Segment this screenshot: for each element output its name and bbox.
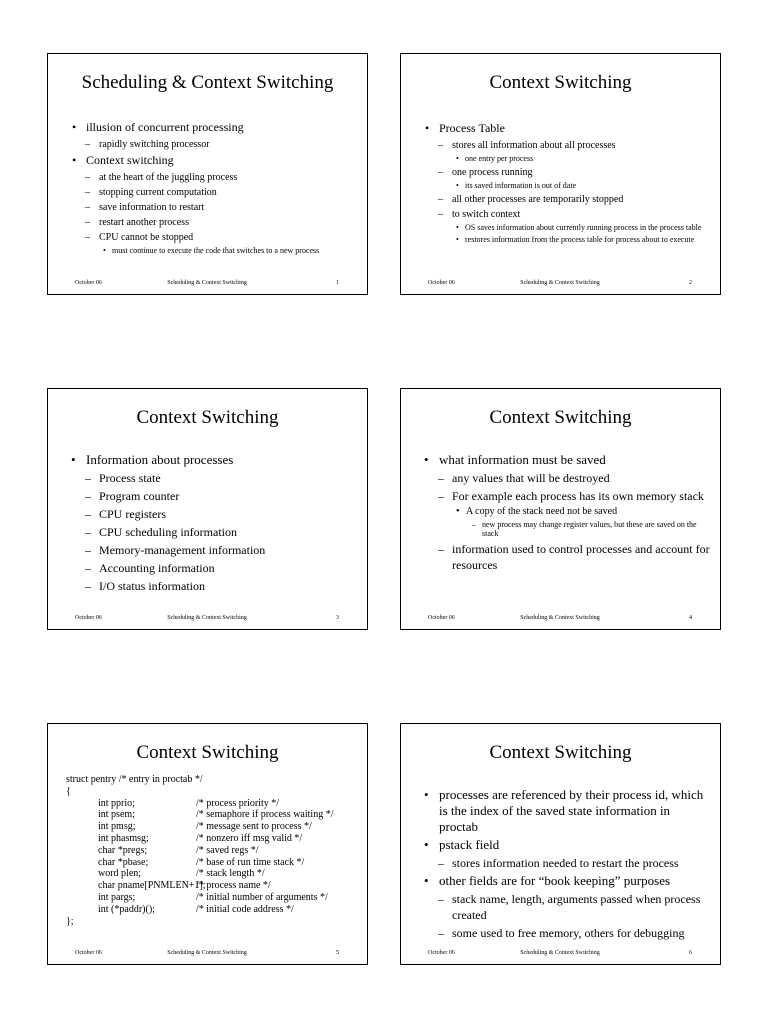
bullet-text: new process may change register values, but these are saved on the stack: [482, 520, 697, 538]
bullet-text: at the heart of the juggling process: [99, 172, 238, 183]
code-text: {: [66, 785, 71, 797]
bullet-text: to switch context: [452, 209, 521, 220]
bullet-text: some used to free memory, others for debugging: [452, 926, 685, 940]
bullet-text: Accounting information: [99, 561, 215, 575]
dash-icon: –: [438, 926, 444, 940]
slide-title: Scheduling & Context Switching: [81, 72, 334, 93]
bullet-text: stores information needed to restart the process: [452, 856, 679, 870]
slide-body: [66, 774, 357, 927]
bullet-text: CPU registers: [99, 507, 166, 521]
bullet-icon: •: [424, 873, 429, 888]
bullet-text: I/O status information: [99, 579, 205, 593]
bullet-item: [66, 231, 357, 244]
dash-icon: –: [438, 542, 444, 556]
dash-icon: –: [85, 139, 90, 150]
bullet-text: all other processes are temporarily stopped: [452, 194, 624, 205]
code-text: char *pbase;: [98, 856, 149, 868]
bullet-text: pstack field: [439, 837, 500, 852]
dash-icon: –: [472, 520, 476, 529]
footer-title: Scheduling & Context Switching: [167, 615, 247, 621]
page-number: 1: [336, 280, 339, 286]
code-line: [66, 833, 357, 845]
bullet-icon: •: [424, 452, 429, 467]
slide-title: Context Switching: [489, 72, 632, 93]
bullet-item: [66, 452, 357, 468]
dash-icon: –: [85, 525, 91, 539]
bullet-item: [419, 223, 710, 233]
bullet-icon: •: [72, 153, 77, 167]
bullet-item: [66, 120, 357, 135]
bullet-text: CPU scheduling information: [99, 525, 237, 539]
bullet-item: [66, 201, 357, 214]
footer-date: October 06: [428, 615, 455, 621]
slide-body: [419, 452, 710, 575]
bullet-text: Context switching: [86, 153, 174, 167]
slide-footer: [428, 278, 692, 288]
slide-body: [66, 452, 357, 596]
bullet-item: [66, 153, 357, 168]
code-line: [66, 916, 357, 928]
slide-1: [47, 53, 368, 295]
bullet-item: [66, 246, 357, 256]
dash-icon: –: [85, 543, 91, 557]
bullet-item: [66, 524, 357, 540]
bullet-text: rapidly switching processor: [99, 139, 210, 150]
bullet-icon: •: [71, 452, 76, 467]
bullet-text: stopping current computation: [99, 187, 217, 198]
page-number: 4: [689, 615, 692, 621]
code-line: [66, 868, 357, 880]
slide-footer: [428, 948, 692, 958]
dash-icon: –: [85, 579, 91, 593]
bullet-icon: •: [103, 246, 106, 255]
slide-body: [419, 121, 710, 247]
bullet-text: Program counter: [99, 489, 180, 503]
slide-footer: [75, 278, 339, 288]
slide-title: Context Switching: [136, 742, 279, 763]
bullet-item: [419, 452, 710, 468]
page-number: 6: [689, 950, 692, 956]
bullet-item: [419, 837, 710, 853]
code-comment: /* process priority */: [196, 797, 280, 809]
footer-title: Scheduling & Context Switching: [520, 615, 600, 621]
bullet-item: [419, 488, 710, 504]
dash-icon: –: [85, 489, 91, 503]
bullet-item: [419, 925, 710, 941]
bullet-item: [419, 235, 710, 245]
bullet-item: [66, 216, 357, 229]
bullet-text: stack name, length, arguments passed when process created: [452, 892, 701, 922]
code-text: struct pentry /* entry in proctab */: [66, 774, 203, 785]
dash-icon: –: [438, 140, 443, 151]
code-line: [66, 774, 357, 786]
dash-icon: –: [85, 507, 91, 521]
bullet-text: Process Table: [439, 121, 505, 135]
slide-2: [400, 53, 721, 295]
bullet-item: [419, 873, 710, 889]
bullet-item: [66, 506, 357, 522]
dash-icon: –: [438, 167, 443, 178]
code-text: int pmsg;: [98, 821, 136, 833]
bullet-text: one entry per process: [465, 154, 534, 163]
bullet-text: illusion of concurrent processing: [86, 120, 244, 134]
code-comment: /* nonzero iff msg valid */: [196, 832, 303, 844]
bullet-text: A copy of the stack need not be saved: [466, 506, 618, 517]
bullet-text: one process running: [452, 167, 533, 178]
code-comment: /* process name */: [196, 880, 271, 892]
slide-title: Context Switching: [489, 742, 632, 763]
slide-title: Context Switching: [489, 407, 632, 428]
slide-body: [66, 120, 357, 258]
code-comment: /* message sent to process */: [196, 821, 312, 833]
dash-icon: –: [438, 892, 444, 906]
bullet-icon: •: [456, 154, 459, 163]
page-number: 5: [336, 950, 339, 956]
slide-title: Context Switching: [136, 407, 279, 428]
code-line: [66, 857, 357, 869]
bullet-icon: •: [72, 120, 77, 134]
slide-footer: [75, 948, 339, 958]
code-comment: /* base of run time stack */: [196, 856, 305, 868]
slide-footer: [75, 613, 339, 623]
bullet-icon: •: [425, 121, 430, 135]
dash-icon: –: [438, 489, 444, 503]
footer-date: October 06: [75, 950, 102, 956]
footer-date: October 06: [75, 615, 102, 621]
slide-body: [419, 787, 710, 943]
bullet-text: CPU cannot be stopped: [99, 232, 194, 243]
bullet-item: [66, 488, 357, 504]
bullet-item: [419, 166, 710, 179]
bullet-item: [66, 578, 357, 594]
bullet-text: any values that will be destroyed: [452, 471, 610, 485]
code-text: int pprio;: [98, 797, 135, 809]
bullet-text: processes are referenced by their process id, which is the index of the saved state information in proctab: [439, 787, 704, 834]
dash-icon: –: [85, 561, 91, 575]
bullet-text: other fields are for “book keeping” purposes: [439, 873, 671, 888]
dash-icon: –: [438, 194, 443, 205]
bullet-item: [419, 541, 710, 573]
code-line: [66, 892, 357, 904]
dash-icon: –: [85, 471, 91, 485]
bullet-icon: •: [424, 837, 429, 852]
bullet-text: For example each process has its own memory stack: [452, 489, 704, 503]
footer-title: Scheduling & Context Switching: [167, 950, 247, 956]
dash-icon: –: [438, 209, 443, 220]
code-line: [66, 904, 357, 916]
bullet-item: [419, 181, 710, 191]
bullet-item: [66, 138, 357, 151]
footer-date: October 06: [428, 950, 455, 956]
bullet-item: [419, 139, 710, 152]
bullet-text: its saved information is out of date: [465, 181, 577, 190]
bullet-icon: •: [456, 181, 459, 190]
code-text: int phasmsg;: [98, 832, 149, 844]
slide-3: [47, 388, 368, 630]
bullet-icon: •: [456, 223, 459, 232]
footer-date: October 06: [75, 280, 102, 286]
slide-footer: [428, 613, 692, 623]
bullet-text: Process state: [99, 471, 161, 485]
dash-icon: –: [85, 172, 90, 183]
bullet-icon: •: [456, 506, 460, 517]
code-comment: /* initial code address */: [196, 903, 294, 915]
bullet-item: [419, 506, 710, 518]
bullet-item: [419, 154, 710, 164]
bullet-icon: •: [424, 787, 429, 802]
bullet-item: [66, 542, 357, 558]
page-number: 2: [689, 280, 692, 286]
code-line: [66, 798, 357, 810]
slide-6: [400, 723, 721, 965]
bullet-text: OS saves information about currently running process in the process table: [465, 223, 702, 232]
code-text: };: [66, 915, 74, 927]
code-comment: /* stack length */: [196, 868, 265, 880]
code-comment: /* semaphore if process waiting */: [196, 809, 334, 821]
bullet-text: restart another process: [99, 217, 189, 228]
code-line: [66, 845, 357, 857]
dash-icon: –: [85, 202, 90, 213]
bullet-item: [419, 470, 710, 486]
bullet-item: [66, 186, 357, 199]
slide-4: [400, 388, 721, 630]
code-text: int psem;: [98, 809, 135, 821]
footer-title: Scheduling & Context Switching: [167, 280, 247, 286]
dash-icon: –: [438, 856, 444, 870]
footer-title: Scheduling & Context Switching: [520, 950, 600, 956]
page-number: 3: [336, 615, 339, 621]
bullet-text: information used to control processes and account for resources: [452, 542, 710, 572]
bullet-icon: •: [456, 235, 459, 244]
bullet-text: Information about processes: [86, 452, 234, 467]
code-line: [66, 809, 357, 821]
bullet-item: [66, 171, 357, 184]
bullet-item: [66, 560, 357, 576]
code-comment: /* saved regs */: [196, 844, 259, 856]
bullet-text: what information must be saved: [439, 452, 606, 467]
dash-icon: –: [438, 471, 444, 485]
code-line: [66, 786, 357, 798]
code-text: word plen;: [98, 868, 142, 880]
code-text: char *pregs;: [98, 844, 148, 856]
dash-icon: –: [85, 217, 90, 228]
code-line: [66, 821, 357, 833]
footer-title: Scheduling & Context Switching: [520, 280, 600, 286]
code-text: int (*paddr)();: [98, 903, 155, 915]
footer-date: October 06: [428, 280, 455, 286]
bullet-item: [66, 470, 357, 486]
code-text: int pargs;: [98, 891, 136, 903]
bullet-item: [419, 787, 710, 835]
bullet-text: must continue to execute the code that switches to a new process: [112, 246, 320, 255]
bullet-item: [419, 855, 710, 871]
dash-icon: –: [85, 187, 90, 198]
bullet-text: Memory-management information: [99, 543, 266, 557]
code-comment: /* initial number of arguments */: [196, 891, 328, 903]
bullet-text: restores information from the process table for process about to execute: [465, 235, 695, 244]
bullet-item: [419, 891, 710, 923]
dash-icon: –: [85, 232, 90, 243]
code-line: [66, 880, 357, 892]
bullet-text: stores all information about all processes: [452, 140, 616, 151]
code-text: char pname[PNMLEN+1];: [98, 880, 206, 892]
bullet-text: save information to restart: [99, 202, 205, 213]
bullet-item: [419, 520, 710, 538]
bullet-item: [419, 193, 710, 206]
bullet-item: [419, 121, 710, 136]
bullet-item: [419, 208, 710, 221]
slide-5: [47, 723, 368, 965]
